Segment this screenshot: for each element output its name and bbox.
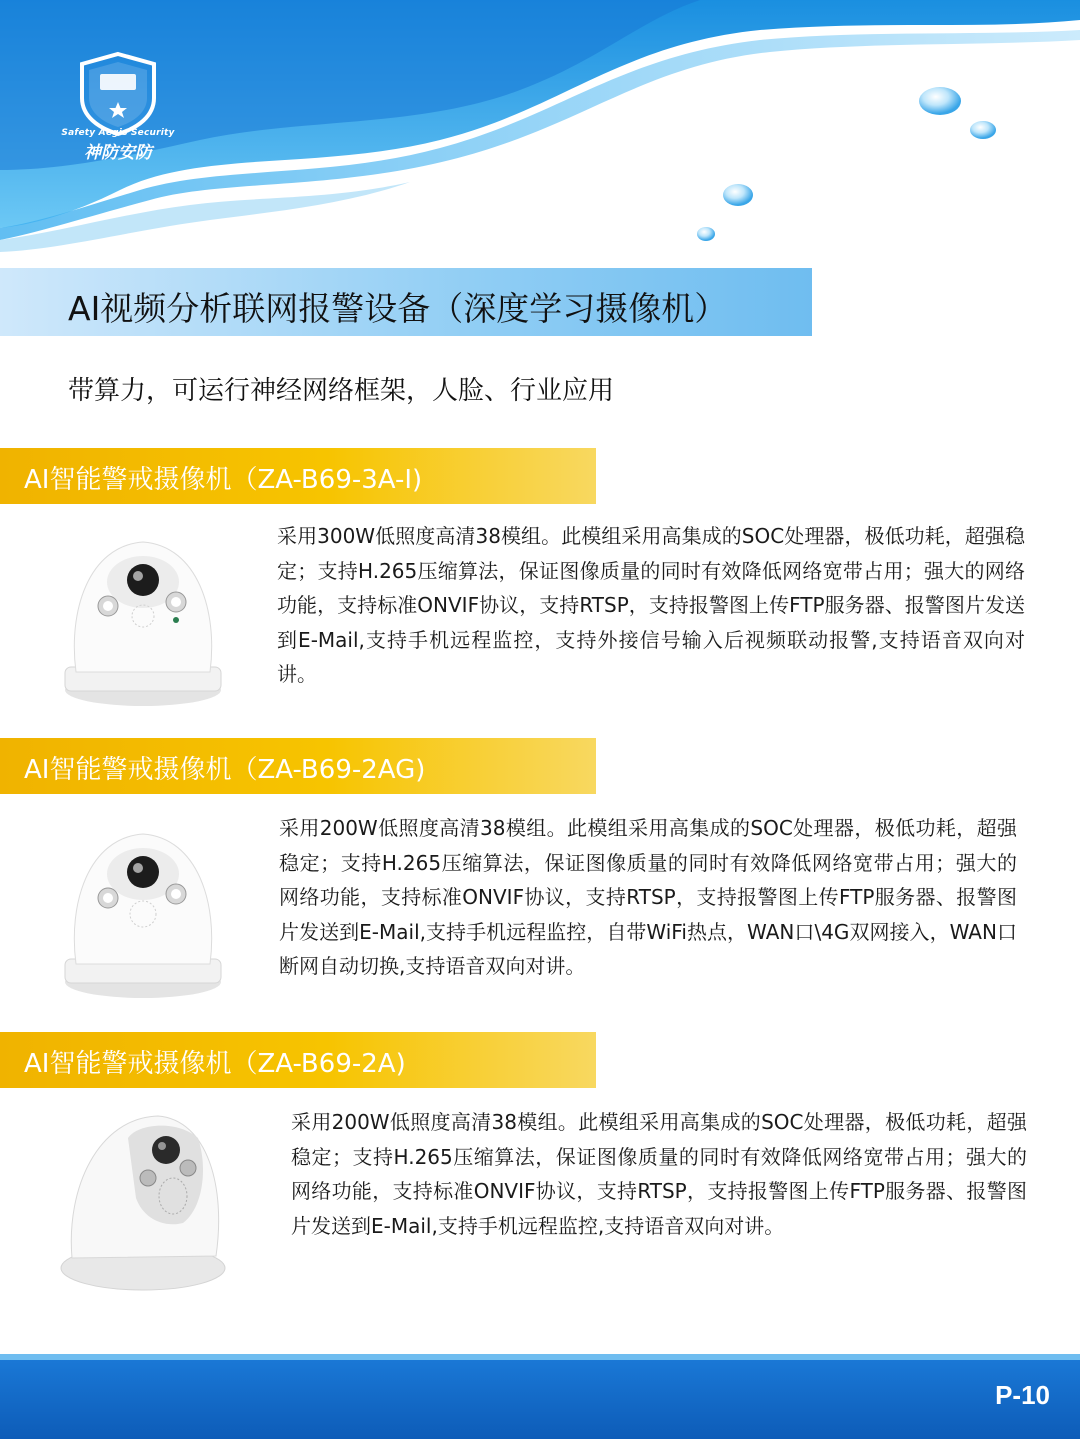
product-title: AI智能警戒摄像机（ZA-B69-2AG): [24, 755, 426, 785]
dome-camera-icon: [58, 532, 228, 712]
product-header-2: [0, 738, 596, 794]
product-title: AI智能警戒摄像机（ZA-B69-3A-I): [24, 465, 423, 495]
page-number: P-10: [995, 1380, 1050, 1410]
dome-camera-icon: [58, 824, 228, 1004]
page-title: AI视频分析联网报警设备（深度学习摄像机）: [68, 289, 728, 328]
product-title: AI智能警戒摄像机（ZA-B69-2A): [24, 1049, 406, 1079]
product-description: 采用300W低照度高清38模组。此模组采用高集成的SOC处理器，极低功耗，超强稳定；支持H.265压缩算法，保证图像质量的同时有效降低网络宽带占用；强大的网络功能，支持标准ONVIF协议，支持RTSP，支持报警图上传FTP服务器、报警图片发送到E-Mail,支持手机远程监控，支持外接信号输入后视频联动报警,支持语音双向对讲。: [277, 524, 1025, 686]
product-description: 采用200W低照度高清38模组。此模组采用高集成的SOC处理器，极低功耗，超强稳定；支持H.265压缩算法，保证图像质量的同时有效降低网络宽带占用；强大的网络功能，支持标准ONVIF协议，支持RTSP，支持报警图上传FTP服务器、报警图片发送到E-Mail,支持手机远程监控,支持语音双向对讲。: [291, 1110, 1027, 1238]
brand-name-cn: 神防安防: [84, 143, 152, 163]
footer-bar: [0, 1354, 1080, 1439]
brand-name-en: Safety Aegis Security: [61, 128, 175, 138]
page-subtitle: 带算力，可运行神经网络框架，人脸、行业应用: [68, 376, 615, 406]
footer-stripe: [0, 1354, 1080, 1360]
product-header-3: [0, 1032, 596, 1088]
product-header-1: [0, 448, 596, 504]
dome-camera-icon: [58, 1108, 228, 1293]
product-description: 采用200W低照度高清38模组。此模组采用高集成的SOC处理器，极低功耗，超强稳定；支持H.265压缩算法，保证图像质量的同时有效降低网络宽带占用；强大的网络功能，支持标准ONVIF协议，支持RTSP，支持报警图上传FTP服务器、报警图片发送到E-Mail,支持手机远程监控，自带WiFi热点，WAN口\4G双网接入，WAN口断网自动切换,支持语音双向对讲。: [279, 816, 1017, 978]
